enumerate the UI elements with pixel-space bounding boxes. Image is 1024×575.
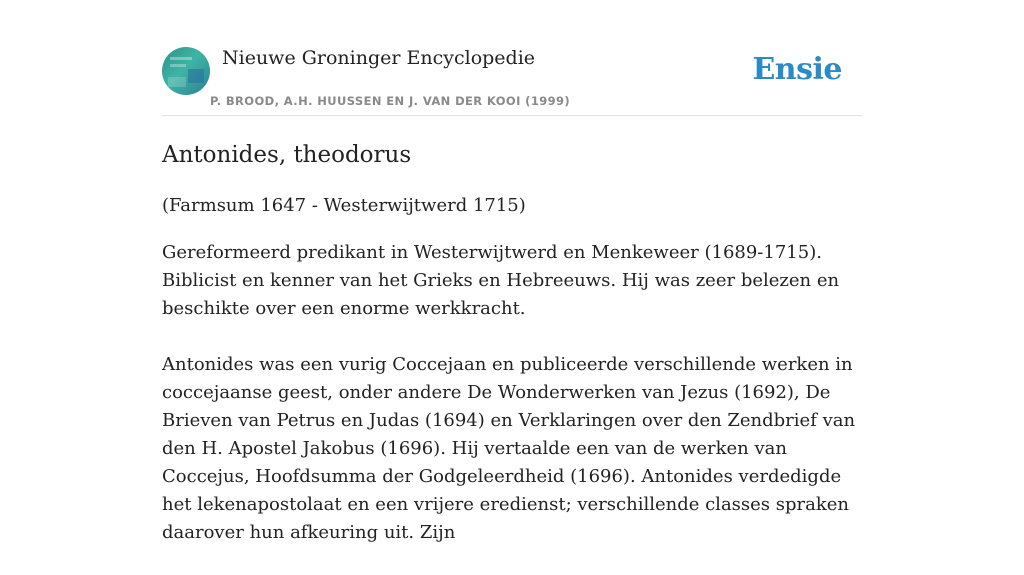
cover-detail (168, 77, 186, 87)
entry-paragraph: Antonides was een vurig Coccejaan en publiceerde verschillende werken in coccejaanse geest, onder andere De Wonderwerken van Jezus (1692), De Brieven van Petrus en Judas (1694) en Verklaringen over den Zendbrief van den H. Apostel Jakobus (1696). Hij vertaalde een van de werken van Coccejus, Hoofdsumma der Godgeleerdheid (1696). Antonides verdedigde het lekenapostolaat en een vrijere eredienst; verschillende classes spraken daarover hun afkeuring uit. Zijn (162, 354, 856, 543)
entry-title: Antonides, theodorus (162, 142, 412, 168)
entry-subtitle: (Farmsum 1647 - Westerwijtwerd 1715) (162, 195, 526, 216)
book-title-link[interactable]: Nieuwe Groninger Encyclopedie (222, 47, 536, 69)
cover-detail (170, 64, 186, 67)
cover-detail (170, 57, 192, 60)
entry-paragraph: Gereformeerd predikant in Westerwijtwerd en Menkeweer (1689-1715). Biblicist en kenner van het Grieks en Hebreeuws. Hij was zeer belezen en beschikte over een enorme werkkracht. (162, 242, 840, 319)
ensie-logo[interactable]: Ensie (752, 52, 842, 87)
book-cover-image[interactable] (162, 47, 210, 95)
book-authors: P. BROOD, A.H. HUUSSEN EN J. VAN DER KOOI (1999) (210, 94, 571, 108)
page-container (162, 0, 862, 543)
cover-detail (188, 69, 204, 83)
book-header (162, 0, 862, 116)
entry-body (162, 239, 862, 575)
